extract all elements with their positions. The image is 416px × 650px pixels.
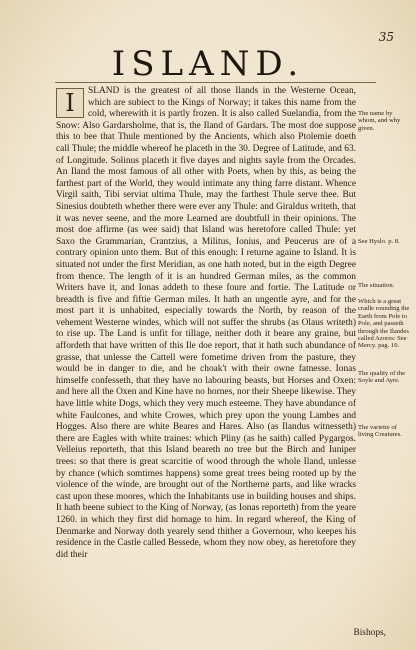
body-text-block bbox=[56, 86, 356, 561]
body-paragraph: SLAND is the greatest of all those Ilands in the Westerne Ocean, which are subiect to the Kings of Norway; it takes this name from the cold, wherewith it is partly frozen. It is also called Suelandia, from the Snow: Also Gardarsholme, that is, the Iland of Gardars. The most doe suppose this to bee that Thule mentioned by the Ancients, which also Ptolemie doeth call Thule; the middle whereof he placeth in the 30. Degree of Latitude, and 63. of Longitude. Solinus placeth it five dayes and nights sayle from the Orcades. An Iland the most famous of all other with Poets, when by this, as being the farthest part of the World, they would intimate any thing farre distant. Whence Virgil saith, Tibi serviat ultima Thule, may the farthest Thule serve thee. But Sinesius doubteth whether there were ever any Thule: and Giraldus writeth, that it was never seene, and the more Learned are doubtfull in their opinions. The most doe affirme (as wee said) that Island was heretofore called Thule: yet Saxo the Grammarian, Crantzius, a Militus, Ionius, and Peucerus are of a contrary opinion unto them. But of this enough: I returne againe to Island. It is situated not under the first Meridian, as one hath noted, but in the eigth Degree from thence. The length of it is an hundred German miles, as the common Writers have it, and Ionas addeth to these foure and fortie. The Latitude or breadth is five and fiftie German miles. It hath an ungentle ayre, and for the most part it is unhabited, especially towards the North, by reason of the vehement Westerne windes, which will not suffer the shrubs (as Olaus writeth) to rise up. The Land is unfit for tillage, neither doth it beare any graine, but affordeth that have written of this Ile doe report, that it hath such abundance of grasse, that unlesse the Cattell were fometime driven from the pasture, they would be in danger to die, and be choak't with their owne fatnesse. Ionas himselfe confesseth, that they have no labouring beasts, but Horses and Oxen: and here all the Oxen and Kine have no hornes, nor their Sheepe likewise. They have little white Dogs, which they very much esteeme. They have abundance of white Faulcones, and white Crowes, which prey upon the young Lambes and Hogges. Also there are white Beares and Hares. Also (as Ilandus witnesseth) there are Eagles with white traines: which Pliny (as he saith) called Pygargos. Velleius reporteth, that this Island beareth no tree but the Birch and Iuniper trees: so that there is great scarcitie of wood through the whole Iland, unlesse by chance (which somtimes happens) some great trees being rooted up by the violence of the winde, are brought out of the Northerne parts, and like wracks cast upon these moores, which the Inhabitants use in building houses and ships. It hath beene subiect to the King of Norway, (as Ionas reporteth) from the yeare 1260. in which they first did homage to him. In regard whereof, the King of Denmarke and Norway doth yearely send thither a Governour, who keepes his residence in the Castle called Bessede, whom they now obey, as heretofore they did their bbox=[56, 86, 356, 560]
title-rule bbox=[55, 82, 376, 83]
catchword: Bishops, bbox=[353, 628, 386, 638]
margin-note-situation: The situation. bbox=[358, 282, 395, 289]
margin-note-soyle: The quality of the Soyle and Ayre. bbox=[358, 370, 406, 385]
page-title: ISLAND. bbox=[111, 44, 305, 84]
margin-note-name: The name by whom, and why given. bbox=[358, 110, 401, 132]
margin-note-reference: See Hyslo. p. 8. bbox=[358, 238, 400, 245]
drop-cap-letter: I bbox=[56, 88, 84, 118]
page-number: 35 bbox=[378, 30, 394, 44]
margin-note-creatures: The varietie of living Creatures. bbox=[358, 424, 402, 439]
margin-note-meridian: Which is a great cradle rounding the Earth from Pole to Pole, and passeth through the Ilandes called Azores: See Mercy. pag. 10. bbox=[358, 298, 410, 350]
